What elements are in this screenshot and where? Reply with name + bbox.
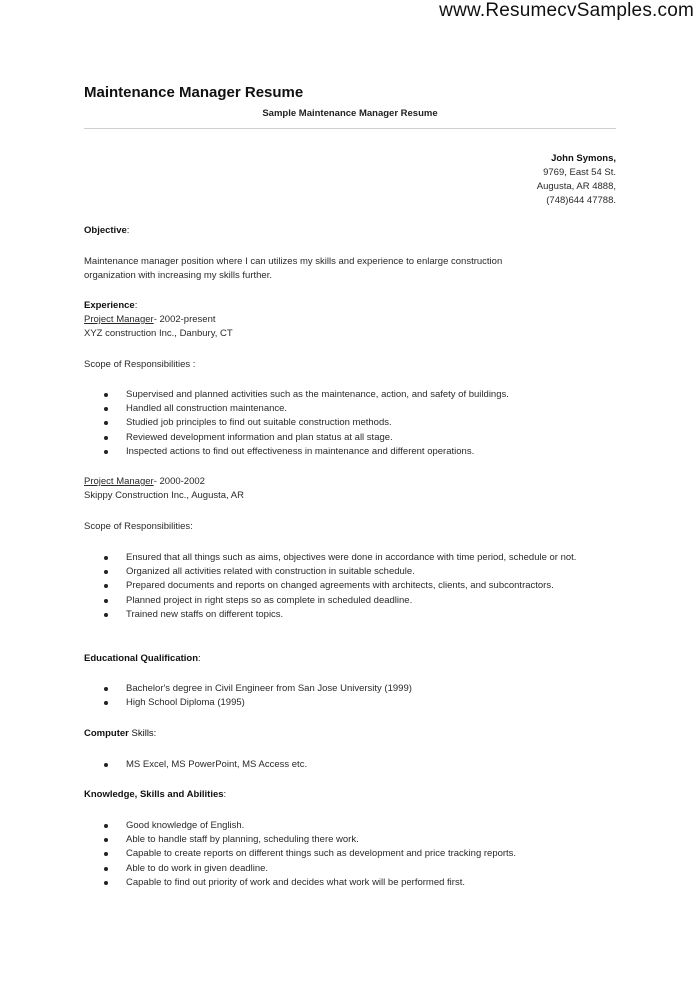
list-item: Inspected actions to find out effectiveness in maintenance and different operations. [104,445,509,459]
site-watermark: www.ResumecvSamples.com [439,0,694,21]
list-item: Supervised and planned activities such as the maintenance, action, and safety of buildings. [104,388,509,402]
objective-text-line2: organization with increasing my skills further. [84,270,272,281]
education-heading-colon: : [198,653,201,664]
objective-heading [84,224,129,238]
list-item: Studied job principles to find out suitable construction methods. [104,416,509,430]
resume-title: Maintenance Manager Resume [84,84,304,101]
objective-heading-colon: : [126,225,130,236]
title-divider [84,128,616,129]
job1-company: XYZ construction Inc., Danbury, CT [84,328,233,339]
list-item: High School Diploma (1995) [104,696,412,710]
job1-role: Project Manager [84,314,154,325]
computer-skills-heading-label: Computer [84,728,129,739]
computer-skills-list [104,758,307,772]
experience-heading-colon: : [134,300,138,311]
contact-address-line1: 9769, East 54 St. [543,167,616,178]
list-item: Capable to create reports on different things such as development and price tracking reports. [104,847,516,861]
list-item: Able to handle staff by planning, scheduling there work. [104,833,516,847]
contact-name: John Symons, [551,153,616,164]
list-item: Able to do work in given deadline. [104,862,516,876]
contact-block [537,152,616,208]
list-item: Trained new staffs on different topics. [104,608,614,622]
education-heading [84,652,201,666]
contact-address-line2: Augusta, AR 4888, [536,181,616,192]
job1-scope-label: Scope of Responsibilities : [84,359,196,370]
objective-text-line1: Maintenance manager position where I can utilizes my skills and experience to enlarge construction [84,256,503,267]
list-item: Ensured that all things such as aims, objectives were done in accordance with time period, schedule or not. [104,551,614,565]
job2-role: Project Manager [84,476,154,487]
computer-skills-heading [84,727,156,741]
knowledge-heading-colon: : [223,789,227,800]
experience-heading [84,299,137,313]
list-item: Organized all activities related with construction in suitable schedule. [104,565,614,579]
resume-subtitle: Sample Maintenance Manager Resume [262,108,438,119]
knowledge-heading [84,788,226,802]
job2-responsibilities [104,551,614,622]
education-heading-label: Educational Qualification [84,653,199,664]
computer-skills-heading-rest: Skills: [128,728,157,739]
job2-title-line [84,475,205,489]
job1-responsibilities [104,388,509,459]
list-item: Bachelor's degree in Civil Engineer from San Jose University (1999) [104,682,412,696]
list-item: Planned project in right steps so as complete in scheduled deadline. [104,594,614,608]
job1-period: - 2002-present [153,314,216,325]
contact-phone: (748)644 47788. [546,195,616,206]
job2-period: - 2000-2002 [153,476,205,487]
job2-scope-label: Scope of Responsibilities: [84,521,193,532]
experience-heading-label: Experience [84,300,135,311]
job1-title-line [84,313,216,327]
knowledge-list [104,819,516,890]
list-item: MS Excel, MS PowerPoint, MS Access etc. [104,758,307,772]
objective-heading-label: Objective [84,225,127,236]
list-item: Reviewed development information and plan status at all stage. [104,431,509,445]
list-item: Good knowledge of English. [104,819,516,833]
list-item: Handled all construction maintenance. [104,402,509,416]
education-list [104,682,412,710]
list-item: Capable to find out priority of work and decides what work will be performed first. [104,876,516,890]
job2-company: Skippy Construction Inc., Augusta, AR [84,490,245,501]
knowledge-heading-label: Knowledge, Skills and Abilities [84,789,224,800]
list-item: Prepared documents and reports on changed agreements with architects, clients, and subcontractors. [104,579,614,593]
